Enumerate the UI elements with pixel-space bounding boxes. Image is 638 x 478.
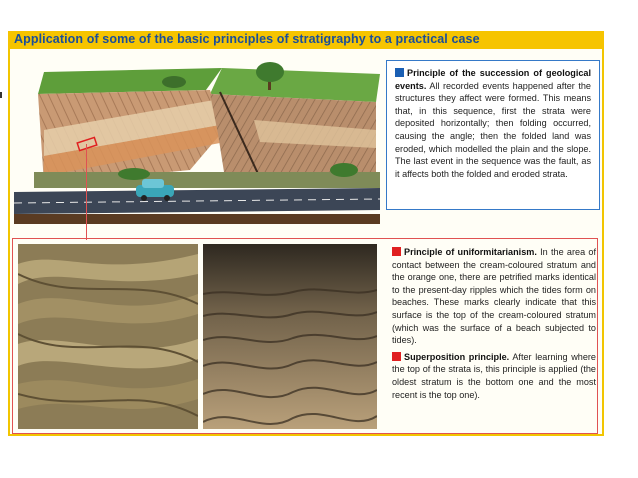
block-diagram-illustration xyxy=(14,60,380,230)
uniformitarianism-text xyxy=(392,246,596,347)
page-title: Application of some of the basic principles of stratigraphy to a practical case xyxy=(14,32,480,46)
rock-ripple-photo xyxy=(18,244,198,429)
shrub-left xyxy=(118,168,150,180)
callout-connector xyxy=(86,144,87,240)
succession-principle-box xyxy=(386,60,600,210)
shrub-right xyxy=(330,163,358,177)
superposition-text xyxy=(392,351,596,401)
succession-principle-text xyxy=(395,67,591,180)
principle-heading: Principle of uniformitarianism. xyxy=(404,247,537,257)
car-wheel-front xyxy=(141,195,147,201)
sand-ripple-photo xyxy=(203,244,377,429)
tree-crown xyxy=(256,62,284,82)
plain-surface-left xyxy=(38,68,222,94)
red-square-icon xyxy=(392,352,401,361)
principle-body: In the area of contact between the cream-coloured stratum and the orange one, there are petrified marks identical to the present-day ripples which the tides form on beaches. These marks clearly indicate that this surface is the top of the cream-coloured stratum (which was the surface of a beach subjected to tides). xyxy=(392,247,596,346)
principle-heading: Superposition principle. xyxy=(404,351,510,362)
uniformitarianism-text-column xyxy=(392,246,596,405)
edge-mark xyxy=(0,92,2,98)
road-base xyxy=(14,214,380,224)
principle-heading: Principle of the succession of geological events. xyxy=(395,68,591,91)
car-cabin xyxy=(142,179,164,188)
principle-body: After learning where the top of the strata is, this principle is applied (the oldest stratum is the bottom one and the most recent is the top one). xyxy=(392,351,596,400)
car-wheel-back xyxy=(164,195,170,201)
hedge xyxy=(162,76,186,88)
red-square-icon xyxy=(392,247,401,256)
blue-square-icon xyxy=(395,68,404,77)
principle-body: All recorded events happened after the structures they affect were formed. This means that, in this sequence, first the strata were deposited horizontally; then folding occurred, causing the angle; then the folded land was eroded, which modelled the plain and the slope. The last event in the sequence was the fault, as it affects both the folded and eroded strata. xyxy=(395,80,591,179)
